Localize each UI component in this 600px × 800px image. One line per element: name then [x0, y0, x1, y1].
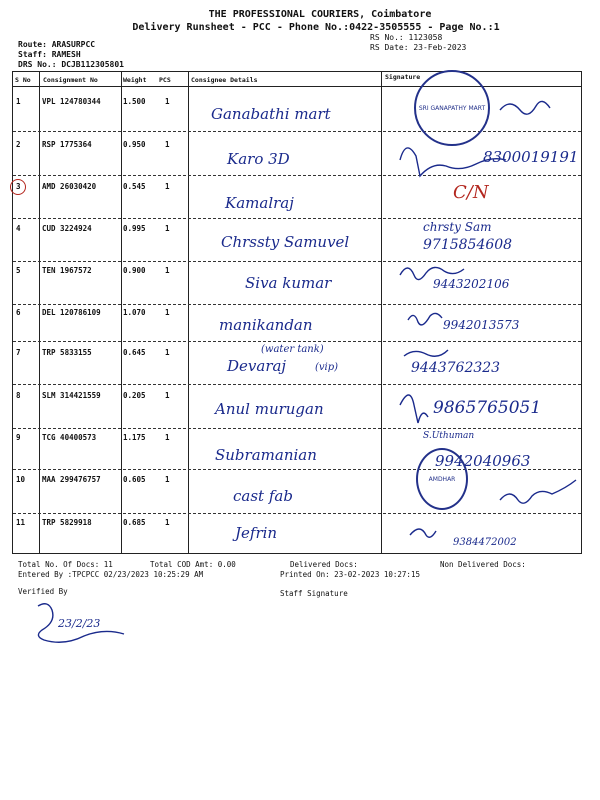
total-docs-label: Total No. Of Docs:: [18, 560, 100, 569]
row-consignee: Devaraj: [227, 357, 287, 375]
staff-line: [18, 50, 81, 60]
row-sno: 8: [16, 391, 21, 400]
col-divider: [188, 72, 189, 553]
row-sno: 7: [16, 348, 21, 357]
row-sno: 11: [16, 518, 26, 527]
row-weight: 0.995: [123, 224, 146, 233]
row-pcs: 1: [165, 391, 170, 400]
shop-stamp-text: SRI GANAPATHY MART: [418, 104, 486, 112]
row-consignment-no: RSP 1775364: [42, 140, 92, 149]
runsheet-subtitle: Delivery Runsheet - PCC - Phone No.:0422-3505555 - Page No.:1: [132, 22, 500, 33]
totals-line: [18, 560, 113, 569]
total-cod-label: Total COD Amt:: [150, 560, 214, 569]
signature-scribble: [410, 529, 436, 537]
row-pcs: 1: [165, 348, 170, 357]
col-divider: [121, 72, 122, 553]
row-sno: 2: [16, 140, 21, 149]
row-weight: 0.645: [123, 348, 146, 357]
row-pcs: 1: [165, 140, 170, 149]
row-phone: 9942013573: [443, 318, 520, 332]
staff-signature-label: Staff Signature: [280, 589, 348, 598]
row-weight: 0.205: [123, 391, 146, 400]
row-weight: 0.545: [123, 182, 146, 191]
col-header-consignment: Consignment No: [43, 76, 98, 84]
rs-no-label: RS No.:: [370, 33, 404, 42]
row-pcs: 1: [165, 97, 170, 106]
row-phone: 9942040963: [435, 452, 531, 470]
row-pcs: 1: [165, 475, 170, 484]
company-title: THE PROFESSIONAL COURIERS, Coimbatore: [208, 9, 432, 20]
col-header-sno: S No: [15, 76, 31, 84]
row-consignee: Karo 3D: [227, 150, 290, 168]
row-sno: 3: [16, 182, 21, 191]
row-sno: 4: [16, 224, 21, 233]
row-consignment-no: TEN 1967572: [42, 266, 92, 275]
total-cod-value: 0.00: [217, 560, 236, 569]
drs-line: [18, 60, 124, 70]
row-consignment-no: CUD 3224924: [42, 224, 92, 233]
row-pcs: 1: [165, 224, 170, 233]
signature-scribbles: [390, 70, 595, 560]
col-header-weight: Weight: [123, 76, 147, 84]
row-consignee-note: (water tank): [261, 344, 324, 355]
delivered-docs: Delivered Docs:: [290, 560, 358, 569]
drs-value: DCJB112305801: [61, 60, 124, 69]
row-sno: 1: [16, 97, 21, 106]
row-consignment-no: TRP 5833155: [42, 348, 92, 357]
drs-label: DRS No.:: [18, 60, 57, 69]
row-phone: 9443762323: [411, 360, 501, 376]
rs-no-value: 1123058: [408, 33, 443, 42]
row-pcs: 1: [165, 266, 170, 275]
row-signature: S.Uthuman: [423, 431, 475, 441]
row-consignment-no: SLM 314421559: [42, 391, 101, 400]
row-weight: 1.070: [123, 308, 146, 317]
entered-by: Entered By :TPCPCC 02/23/2023 10:25:29 AM: [18, 570, 204, 579]
row-weight: 1.175: [123, 433, 146, 442]
signature-scribble: [500, 101, 550, 114]
signature-scribble: [400, 267, 464, 279]
verifier-signature: [18, 596, 128, 646]
verified-by-label: Verified By: [18, 587, 68, 596]
signature-scribble: [408, 313, 442, 324]
signature-scribble: [400, 148, 506, 176]
row-pcs: 1: [165, 433, 170, 442]
row-phone: 8300019191: [483, 148, 579, 166]
row-pcs: 1: [165, 308, 170, 317]
row-sno: 6: [16, 308, 21, 317]
row-consignee: cast fab: [233, 487, 293, 505]
signature-scribble: [400, 395, 428, 423]
row-consignment-no: AMD 26030420: [42, 182, 97, 191]
verified-date: 23/2/23: [58, 617, 101, 630]
row-consignee: manikandan: [219, 316, 313, 334]
row-consignment-no: TRP 5829918: [42, 518, 92, 527]
row-phone: 9715854608: [423, 237, 513, 253]
route-line: [18, 40, 95, 50]
col-divider: [381, 72, 382, 553]
row-consignee: Siva kumar: [245, 274, 332, 292]
rs-date-label: RS Date:: [370, 43, 409, 52]
row-sno: 5: [16, 266, 21, 275]
row-consignment-no: TCG 40400573: [42, 433, 97, 442]
staff-value: RAMESH: [51, 50, 81, 59]
row-phone: 9384472002: [453, 537, 517, 548]
total-docs-value: 11: [103, 560, 113, 569]
route-label: Route:: [18, 40, 47, 49]
row-weight: 0.685: [123, 518, 146, 527]
verifier-scribble: [38, 604, 124, 643]
rs-date-value: 23-Feb-2023: [413, 43, 467, 52]
row-consignment-no: VPL 124780344: [42, 97, 101, 106]
cod-line: [150, 560, 236, 569]
rs-no-line: [370, 33, 442, 43]
row-weight: 0.605: [123, 475, 146, 484]
non-delivered-docs: Non Delivered Docs:: [440, 560, 526, 569]
route-value: ARASURPCC: [51, 40, 96, 49]
row-sno: 9: [16, 433, 21, 442]
row-signature: chrsty Sam: [423, 220, 492, 234]
row-pcs: 1: [165, 182, 170, 191]
row-consignee: Subramanian: [215, 446, 317, 464]
row-phone: 9443202106: [433, 277, 510, 291]
printed-on: Printed On: 23-02-2023 10:27:15: [280, 570, 420, 579]
row-weight: 0.950: [123, 140, 146, 149]
row-sno: 10: [16, 475, 26, 484]
row-consignee: Anul murugan: [215, 400, 324, 418]
col-divider: [39, 72, 40, 553]
row-consignment-no: MAA 299476757: [42, 475, 101, 484]
row-weight: 1.500: [123, 97, 146, 106]
row-signature-cn: C/N: [453, 182, 489, 203]
row-consignee: Ganabathi mart: [211, 105, 331, 123]
row-consignee: Chrssty Samuvel: [221, 233, 350, 251]
row-phone: 9865765051: [433, 398, 542, 418]
signature-scribble: [500, 480, 576, 503]
round-stamp-text: AMDHAR: [428, 475, 456, 483]
col-header-pcs: PCS: [159, 76, 171, 84]
row-pcs: 1: [165, 518, 170, 527]
row-consignee-note: (vip): [315, 362, 339, 373]
col-header-consignee: Consignee Details: [191, 76, 258, 84]
staff-label: Staff:: [18, 50, 47, 59]
row-consignee: Jefrin: [235, 524, 278, 542]
row-consignee: Kamalraj: [225, 194, 294, 212]
row-consignment-no: DEL 120786109: [42, 308, 101, 317]
rs-date-line: [370, 43, 466, 53]
row-weight: 0.900: [123, 266, 146, 275]
col-header-signature: Signature: [385, 73, 421, 81]
signature-scribble: [404, 350, 448, 356]
